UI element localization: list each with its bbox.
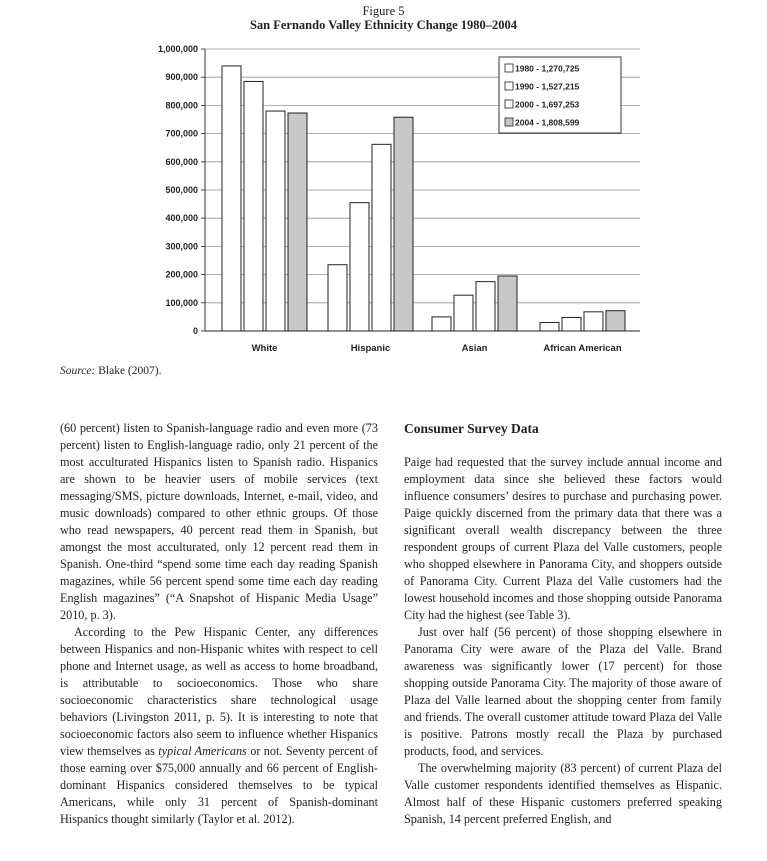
bar-white-3 (288, 113, 307, 331)
legend-swatch (505, 100, 513, 108)
y-tick-label: 900,000 (165, 72, 198, 83)
bar-african-american-2 (584, 312, 603, 331)
bar-white-2 (266, 111, 285, 331)
x-axis-labels (252, 343, 622, 354)
legend-entry: 2000 - 1,697,253 (515, 99, 580, 110)
figure-source (60, 365, 161, 377)
legend-swatch (505, 82, 513, 90)
bar-white-1 (244, 81, 263, 331)
right-paragraph-1: Paige had requested that the survey include annual income and employment data since she believed these factors would influence consumers’ desires to purchase and purchasing power. Paige quickly discerned from the primary data that there was a significant overall wealth discrepancy between the three respondent groups of current Plaza del Valle customers, people who shopped elsewhere in Panorama City, and shoppers outside of Panorama City. Current Plaza del Valle customers had the lowest household incomes and those shopping outside Panorama City had the highest (see Table 3). (404, 455, 722, 622)
left-paragraph-1: (60 percent) listen to Spanish-language radio and even more (73 percent) listen to English-language radio, only 21 percent of the most acculturated Hispanics listen to Spanish radio. Hispanics are shown to be heavier users of mobile services (text messaging/SMS, picture downloads, Internet, e-mail, video, and music downloads) compared to other ethnic groups. Of those who read newspapers, 40 percent read them in Spanish, but amongst the most acculturated, only 12 percent read them in Spanish. One-third “spend some time each day reading Spanish magazines, while 56 percent spend some time each day reading English magazines” (“A Snapshot of Hispanic Media Usage” 2010, p. 3). (60, 421, 378, 622)
y-tick-label: 800,000 (165, 100, 198, 111)
bar-asian-3 (498, 276, 517, 331)
left-paragraph-2 (60, 624, 378, 828)
legend-swatch (505, 118, 513, 126)
left-column (60, 420, 378, 828)
bar-hispanic-2 (372, 144, 391, 331)
bar-hispanic-3 (394, 117, 413, 331)
y-tick-label: 0 (192, 326, 198, 336)
right-paragraph-2: Just over half (56 percent) of those shopping elsewhere in Panorama City were aware of the Plaza del Valle. Brand awareness was significantly lower (17 percent) for those shopping outside Panorama City. The majority of those aware of Plaza del Valle learned about the shopping center from family and friends. The overall customer attitude toward Plaza del Valle is positive. Patrons mostly recall the Plaza by purchased products, food, and services. (404, 625, 722, 758)
y-tick-label: 700,000 (165, 128, 198, 139)
source-label: Source: (60, 365, 96, 377)
left-paragraph-2-text-b: or not. Seventy percent of those earning over $75,000 annually and 66 percent of English-dominant Hispanics considered themselves to be typical Americans, while only 31 percent of Spanish-dominant Hispanics thought similarly (Taylor et al. 2012). (60, 744, 378, 826)
bar-african-american-3 (606, 311, 625, 331)
category-label: Asian (461, 343, 488, 354)
legend-entry: 1980 - 1,270,725 (515, 63, 580, 74)
bar-asian-0 (432, 317, 451, 331)
section-heading: Consumer Survey Data (404, 421, 539, 436)
y-tick-label: 500,000 (165, 185, 198, 195)
category-label: White (251, 343, 278, 354)
bar-white-0 (222, 66, 241, 331)
y-tick-label: 1,000,000 (157, 44, 198, 54)
bar-asian-1 (454, 295, 473, 331)
y-tick-label: 100,000 (165, 297, 198, 308)
legend-entry: 2004 - 1,808,599 (515, 117, 580, 128)
legend-swatch (505, 64, 513, 72)
y-tick-label: 200,000 (165, 269, 198, 280)
left-paragraph-2-emphasis: typical Americans (158, 744, 247, 758)
y-tick-label: 400,000 (165, 213, 198, 224)
right-column (404, 420, 722, 828)
figure-number: Figure 5 (362, 4, 405, 18)
chart-legend (499, 57, 621, 133)
right-paragraph-3: The overwhelming majority (83 percent) of current Plaza del Valle customer respondents identified themselves as Hispanic. Almost half of these Hispanic customers preferred speaking Spanish, 14 percent preferred English, and (404, 761, 722, 826)
y-tick-label: 600,000 (165, 156, 198, 167)
left-paragraph-2-text-a: According to the Pew Hispanic Center, any differences between Hispanics and non-Hispanic whites with respect to cell phone and Internet usage, as well as access to home broadband, is attributable to socioeconomics. Those who share socioeconomic characteristics share technological usage behaviors (Livingston 2011, p. 5). It is interesting to note that socioeconomic factors also seem to influence whether Hispanics view themselves as (60, 625, 378, 758)
figure-caption: San Fernando Valley Ethnicity Change 1980–2004 (249, 18, 518, 32)
bar-hispanic-0 (328, 265, 347, 331)
bar-african-american-1 (562, 317, 581, 331)
bar-chart (0, 0, 767, 360)
bar-african-american-0 (540, 323, 559, 331)
category-label: Hispanic (350, 343, 391, 354)
source-text: Blake (2007). (98, 365, 162, 377)
bar-hispanic-1 (350, 203, 369, 331)
y-tick-label: 300,000 (165, 241, 198, 252)
bar-asian-2 (476, 282, 495, 331)
legend-entry: 1990 - 1,527,215 (515, 81, 580, 92)
category-label: African American (543, 343, 622, 354)
